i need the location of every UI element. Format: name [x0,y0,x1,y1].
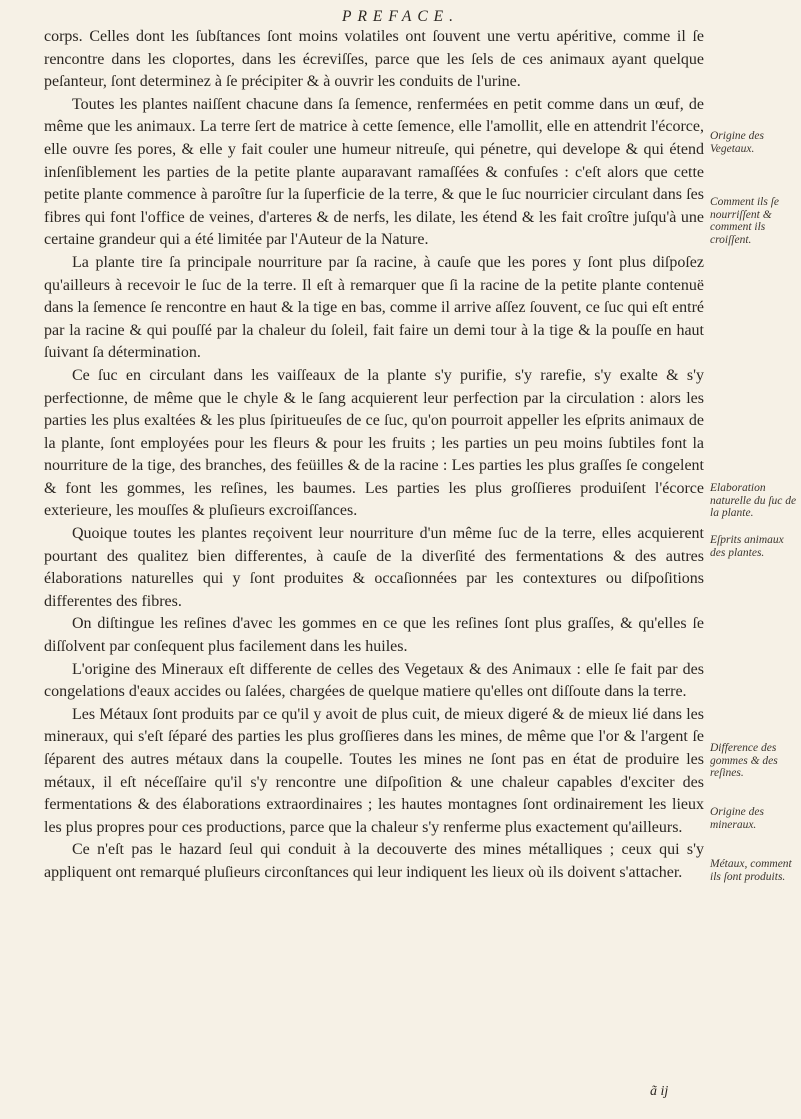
paragraph-2: Toutes les plantes naiſſent chacune dans ſa ſemence, renfermées en petit comme dans un œuf, de même que les animaux. La terre ſert de matrice à cette ſemence, elle l'amollit, elle en attendrit l'écorce, elle ouvre ſes pores, & elle y fait couler une humeur nitreuſe, qui pénetre, qui develope & qui étend inſenſiblement les parties de la petite plante auparavant ramaſſées & confuſes : c'eſt alors que cette petite plante commence à paroître ſur la ſuperficie de la terre, & que le ſuc nourricier circulant dans ſes fibres qui font l'office de veines, d'arteres & de nerfs, les dilate, les étend & les fait croître juſqu'à une certaine grandeur qui a été limitée par l'Auteur de la Nature. [44,95,704,249]
margin-note-metaux: Métaux, comment ils ſont produits. [710,858,792,883]
margin-note-origine-vegetaux: Origine des Vegetaux. [710,130,764,155]
margin-note-nourrissent: Comment ils ſe nourriſſent & comment ils croiſſent. [710,196,779,246]
margin-note-origine-mineraux: Origine des mineraux. [710,806,764,831]
running-head: PREFACE. [341,8,460,25]
margin-note-elaboration: Elaboration naturelle du ſuc de la plante. [710,482,797,519]
paragraph-5: Quoique toutes les plantes reçoivent leur nourriture d'un même ſuc de la terre, elles acquierent pourtant des qualitez bien differentes, à cauſe de la diverſité des fermentations & des autres élaborations naturelles qui y ſont produites & occaſionnées par les contextures ou diſpoſitions differentes des fibres. [44,525,704,610]
signature-mark: ã ij [650,1084,669,1099]
paragraph-9: Ce n'eſt pas le hazard ſeul qui conduit à la decouverte des mines métalliques ; ceux qui s'y appliquent ont remarqué pluſieurs circonſtances qui leur indiquent les lieux où ils doivent s'attacher. [44,841,704,881]
body-text [44,26,704,885]
paragraph-7: L'origine des Mineraux eſt differente de celles des Vegetaux & des Animaux : elle ſe fait par des congelations d'eaux accides ou ſalées, chargées de quelque matiere qu'elles ont diſſoute dans la terre. [44,660,704,701]
paragraph-8: Les Métaux ſont produits par ce qu'il y avoit de plus cuit, de mieux digeré & de mieux lié dans les mineraux, qui s'eſt ſéparé des parties les plus groſſieres dans les mines, de même que l'or & l'argent ſe ſéparent des autres métaux dans la coupelle. Toutes les mines ne ſont pas en état de produire les métaux, il eſt néceſſaire qu'il s'y rencontre une diſpoſition & une chaleur capables d'exciter des fermentations & des élaborations extraordinaires ; les hautes montagnes ſont ordinairement les lieux les plus propres pour ces productions, parce que la chaleur s'y renferme plus exactement qu'ailleurs. [44,705,704,836]
margin-note-gommes-resines: Difference des gommes & des reſines. [710,742,778,779]
margin-note-esprits: Eſprits animaux des plantes. [710,534,784,559]
paragraph-6: On diſtingue les reſines d'avec les gommes en ce que les reſines ſont plus graſſes, & qu'elles ſe diſſolvent par conſequent plus facilement dans les huiles. [44,615,704,656]
paragraph-3: La plante tire ſa principale nourriture par ſa racine, à cauſe que les pores y ſont plus diſpoſez qu'ailleurs à recevoir le ſuc de la terre. Il eſt à remarquer que ſi la racine de la petite plante contenuë dans la ſemence ſe rencontre en haut & la tige en bas, comme il arrive aſſez ſouvent, ce ſuc qui eſt entré par la racine & qui pouſſé par la chaleur du ſoleil, fait faire un demi tour à la tige & la pouſſe en haut ſuivant ſa détermination. [44,253,704,362]
paragraph-4: Ce ſuc en circulant dans les vaiſſeaux de la plante s'y purifie, s'y rarefie, s'y exalte & s'y perfectionne, de même que le chyle & le ſang acquierent leur perfection par la circulation : alors les parties les plus exaltées & les plus ſpiritueuſes de ce ſuc, qu'on pourroit appeller les eſprits animaux de la plante, ſont employées pour les fleurs & pour les fruits ; les parties un peu moins ſubtiles font la nourriture de la tige, des branches, des feüilles & de la racine : Les parties les plus graſſes ſe congelent & font les gommes, les reſines, les baumes. Les parties les plus groſſieres produiſent l'écorce exterieure, les mouſſes & pluſieurs excroiſſances. [44,366,704,520]
paragraph-1: corps. Celles dont les ſubſtances ſont moins volatiles ont ſouvent une vertu apéritive, comme il ſe rencontre dans les cloportes, dans les écreviſſes, parce que les ſels de ces animaux ayant quelque peſanteur, ſont determinez à ſe précipiter & à ouvrir les conduits de l'urine. [44,28,704,91]
